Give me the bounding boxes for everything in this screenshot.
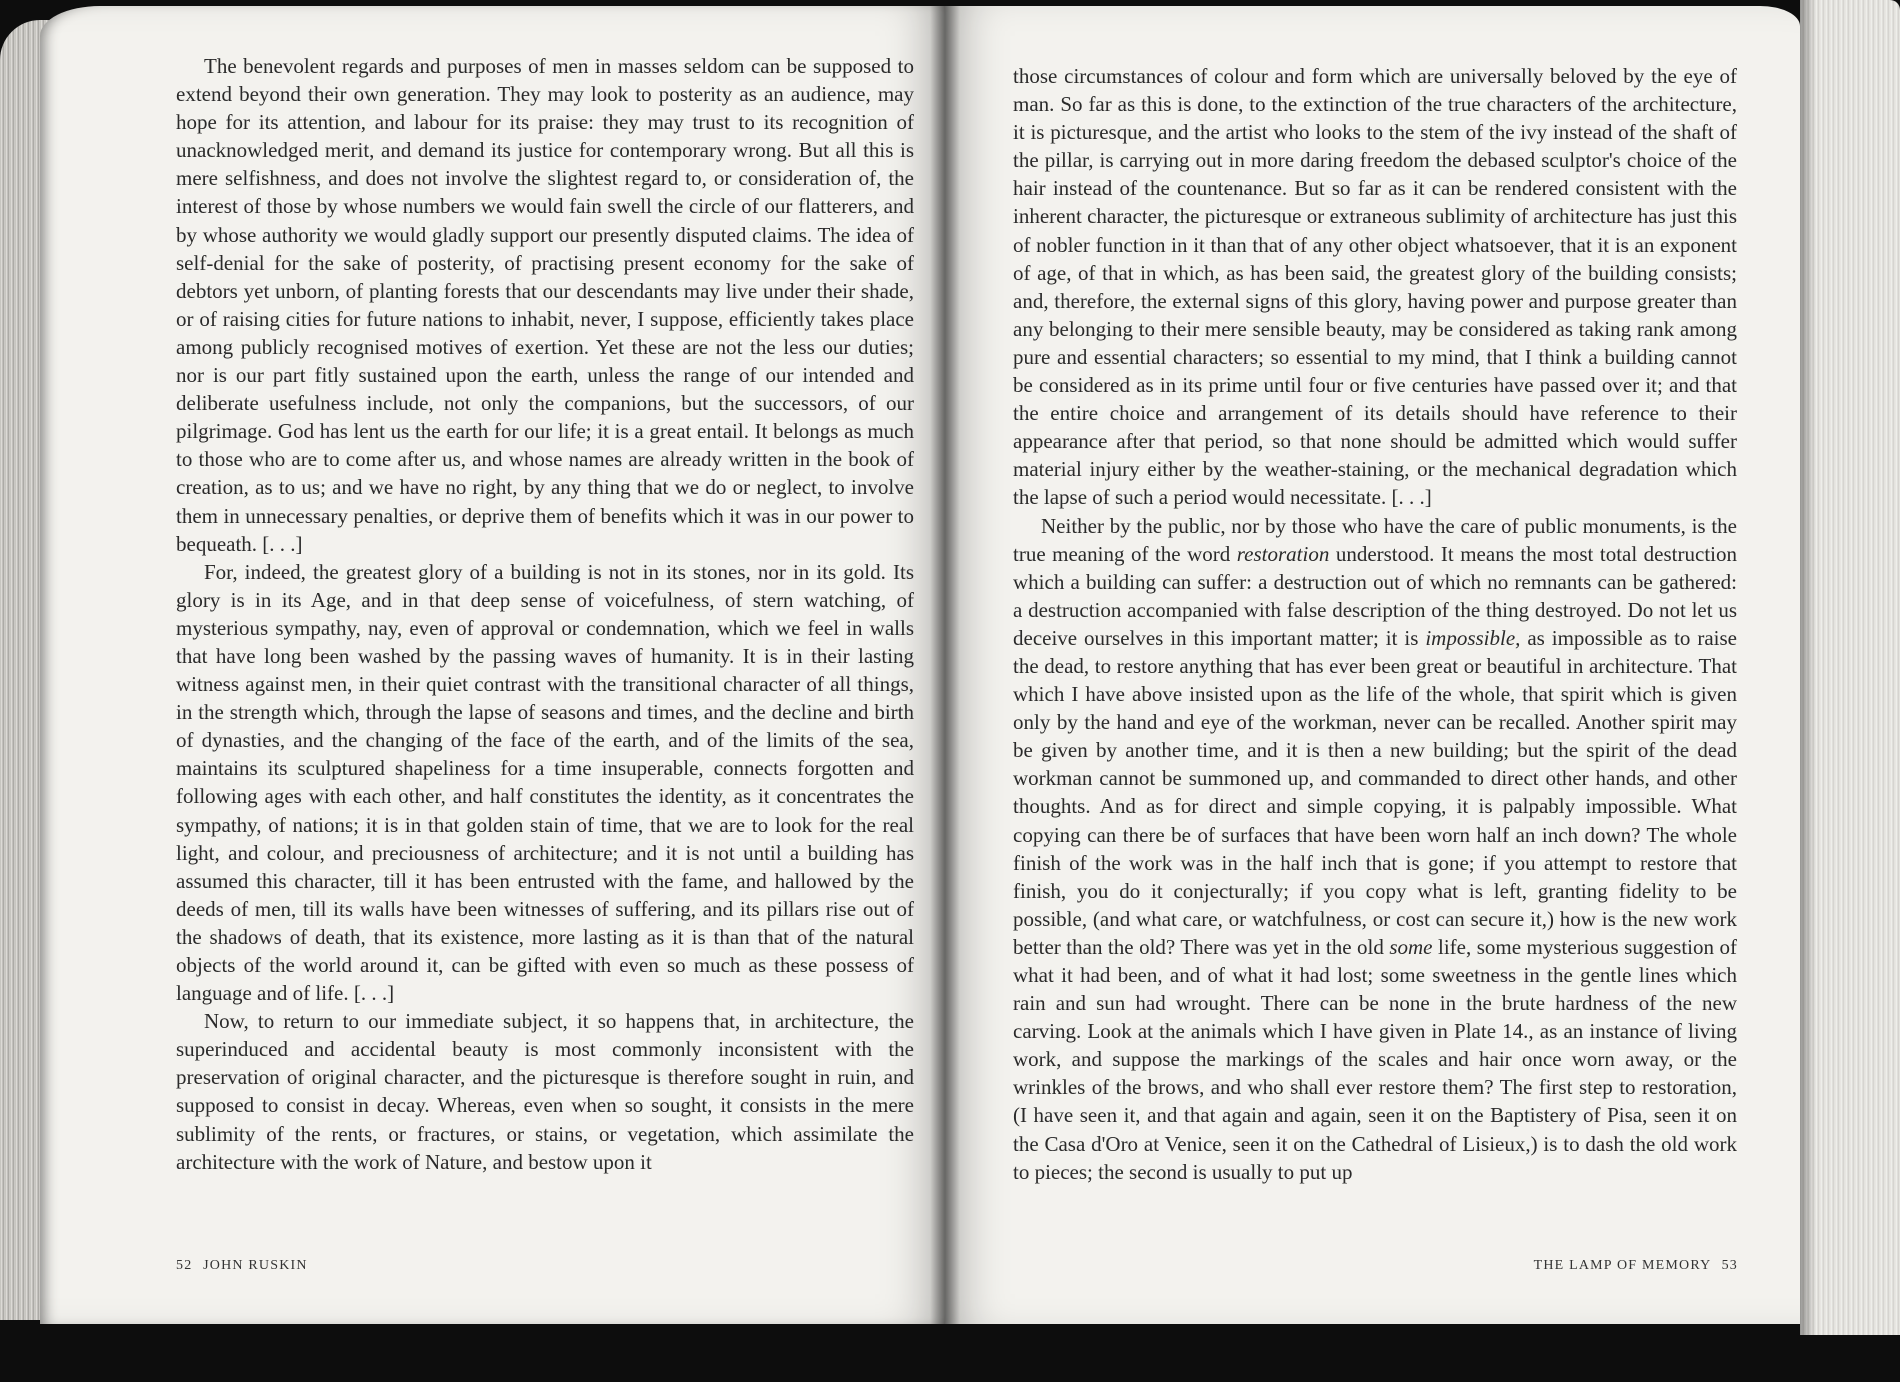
italic-run: impossible, (1425, 625, 1521, 650)
left-running-foot (176, 1258, 308, 1274)
left-page-number: 52 (176, 1258, 193, 1273)
book-gutter (930, 6, 960, 1324)
left-page-body (176, 52, 914, 1176)
left-running-head: JOHN RUSKIN (203, 1258, 308, 1273)
paragraph (176, 52, 914, 558)
paragraph (176, 1007, 914, 1176)
paragraph (1013, 512, 1737, 1186)
text-run: For, indeed, the greatest glory of a building is not in its stones, nor in its gold. Its glory is in its Age, and in that deep sense of voicefulness, of stern watching, of mysterious sympathy, nay, even of approval or condemnation, which we feel in walls that have long been washed by the passing waves of humanity. It is in their lasting witness against men, in their quiet contrast with the transitional character of all things, in the strength which, through the lapse of seasons and times, and the decline and birth of dynasties, and the changing of the face of the earth, and of the limits of the sea, maintains its sculptured shapeliness for a time insuperable, connects forgotten and following ages with each other, and half constitutes the identity, as it concentrates the sympathy, of nations; it is in that golden stain of time, that we are to look for the real light, and colour, and preciousness of architecture; and it is not until a building has assumed this character, till it has been entrusted with the fame, and hallowed by the deeds of men, till its walls have been witnesses of suffering, and its pillars rise out of the shadows of death, that its existence, more lasting as it is than that of the natural objects of the world around it, can be gifted with even so much as these possess of language and of life. [. . .] (176, 559, 914, 1006)
left-page (40, 6, 945, 1324)
text-run: The benevolent regards and purposes of men in masses seldom can be supposed to extend beyond their own generation. They may look to posterity as an audience, may hope for its attention, and labour for its praise: they may trust to its recognition of unacknowledged merit, and demand its justice for contemporary wrong. But all this is mere selfishness, and does not involve the slightest regard to, or consideration of, the interest of those by whose numbers we would fain swell the circle of our flatterers, and by whose authority we would gladly support our presently disputed claims. The idea of self-denial for the sake of posterity, of practising present economy for the sake of debtors yet unborn, of planting forests that our descendants may live under their shade, or of raising cities for future nations to inhabit, never, I suppose, efficiently takes place among publicly recognised motives of exertion. Yet these are not the less our duties; nor is our part fitly sustained upon the earth, unless the range of our intended and deliberate usefulness include, not only the companions, but the successors, of our pilgrimage. God has lent us the earth for our life; it is a great entail. It belongs as much to those who are to come after us, and whose names are already written in the book of creation, as to us; and we have no right, by any thing that we do or neglect, to involve them in unnecessary penalties, or deprive them of benefits which it was in our power to bequeath. [. . .] (176, 54, 914, 556)
italic-run: some (1389, 934, 1433, 959)
text-run: understood. It means the most total destruction which a building can suffer: a destruction out of which no remnants can be gathered: a destruction accompanied with false description of the thing destroyed. Do not let us deceive ourselves in this important matter; it is (1013, 541, 1737, 650)
right-page (945, 6, 1800, 1324)
paragraph (176, 558, 914, 1008)
text-run: Now, to return to our immediate subject, it so happens that, in architecture, the superinduced and accidental beauty is most commonly inconsistent with the preservation of original character, and the picturesque is therefore sought in ruin, and supposed to consist in decay. Whereas, even when so sought, it consists in the mere sublimity of the rents, or fractures, or stains, or vegetation, which assimilate the architecture with the work of Nature, and bestow upon it (176, 1009, 914, 1174)
paragraph (1013, 62, 1737, 512)
right-running-head: THE LAMP OF MEMORY (1533, 1258, 1711, 1273)
italic-run: restoration (1236, 541, 1330, 566)
fore-edge-shadow (1800, 0, 1816, 1335)
right-page-number: 53 (1721, 1258, 1738, 1273)
text-run: life, some mysterious suggestion of what it had been, and of what it had lost; some sweetness in the gentle lines which rain and sun had wrought. There can be none in the brute hardness of the new carving. Look at the animals which I have given in Plate 14., as an instance of living work, and suppose the markings of the scales and hair once worn away, or the wrinkles of the brows, and who shall ever restore them? The first step to restoration, (I have seen it, and that again and again, seen it on the Baptistery of Pisa, seen it on the Casa d'Oro at Venice, seen it on the Cathedral of Lisieux,) is to dash the old work to pieces; the second is usually to put up (1013, 934, 1737, 1184)
right-page-body (1013, 62, 1737, 1186)
text-run: as impossible as to raise the dead, to restore anything that has ever been great or beautiful in architecture. That which I have above insisted upon as the life of the whole, that spirit which is given only by the hand and eye of the workman, never can be recalled. Another spirit may be given by another time, and it is then a new building; but the spirit of the dead workman cannot be summoned up, and commanded to direct other hands, and other thoughts. And as for direct and simple copying, it is palpably impossible. What copying can there be of surfaces that have been worn half an inch down? The whole finish of the work was in the half inch that is gone; if you attempt to restore that finish, you do it conjecturally; if you copy what is left, granting fidelity to be possible, (and what care, or watchfulness, or cost can secure it,) how is the new work better than the old? There was yet in the old (1013, 625, 1737, 959)
right-running-foot (1534, 1258, 1738, 1274)
text-run: those circumstances of colour and form which are universally beloved by the eye of man. So far as this is done, to the extinction of the true characters of the architecture, it is picturesque, and the artist who looks to the stem of the ivy instead of the shaft of the pillar, is carrying out in more daring freedom the debased sculptor's choice of the hair instead of the countenance. But so far as it can be rendered consistent with the inherent character, the picturesque or extraneous sublimity of architecture has just this of nobler function in it than that of any other object whatsoever, that it is an exponent of age, of that in which, as has been said, the greatest glory of the building consists; and, therefore, the external signs of this glory, having power and purpose greater than any belonging to their mere sensible beauty, may be considered as taking rank among pure and essential characters; so essential to my mind, that I think a building cannot be considered as in its prime until four or five centuries have passed over it; and that the entire choice and arrangement of its details should have reference to their appearance after that period, so that none should be admitted which would suffer material injury either by the weather-staining, or the mechanical degradation which the lapse of such a period would necessitate. [. . .] (1013, 64, 1737, 510)
text-run: Neither by the public, nor by those who have the care of public monuments, is the true meaning of the word (1013, 513, 1737, 566)
